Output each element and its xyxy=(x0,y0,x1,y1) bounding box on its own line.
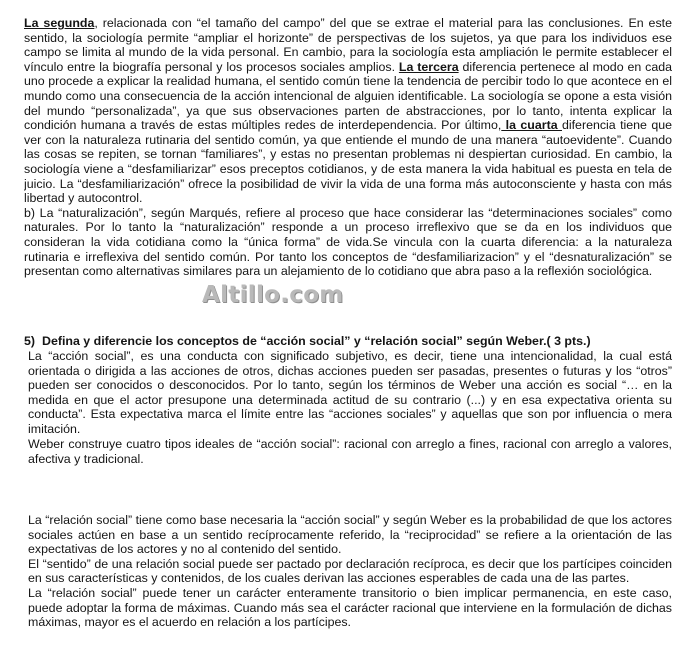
question-number: 5) xyxy=(24,334,36,348)
tipos-ideales-paragraph: Weber construye cuatro tipos ideales de “acción social”: racional con arreglo a fines, racional con arreglo a valores, afectiva y tradicional. xyxy=(28,437,672,466)
lead-segunda: La segunda xyxy=(24,16,95,30)
segunda-text: , relacionada con “el tamaño del campo” del que se extrae el material para las conclusiones. En este sentido, la sociología permite “ampliar el horizonte” de perspectivas de los sujetos, ya que para los individuos ese campo se limita al mundo de la vida personal. En cambio, para la sociología esta ampliación le permite establecer el vínculo entre la biografía personal y los procesos sociales amplios. xyxy=(24,16,672,74)
watermark-logo: Altillo.com xyxy=(202,282,344,308)
answer-4-block xyxy=(24,16,672,300)
answer-4a-paragraph xyxy=(24,16,672,206)
tercera-text: diferencia pertenece al modo en cada uno procede a explicar la realidad humana, el sentido común tiene la tendencia de percibir todo lo que acontece en el mundo como una consecuencia de la acción intencional de alguien identificable. La sociología se opone a esta visión del mundo “personalizada”, ya que sus observaciones parten de abstracciones, por lo tanto, intenta explicar la condición humana a través de estas múltiples redes de interdependencia. Por último, xyxy=(24,59,672,133)
accion-social-paragraph: La “acción social”, es una conducta con significado subjetivo, es decir, tiene una intencionalidad, la cual está orientada o dirigida a las acciones de otros, dichas acciones pueden ser pasadas, presentes o futuras y los “otros” pueden ser conocidos o desconocidos. Por lo tanto, según los términos de Weber una acción es social “… en la medida en que el actor presupone una determinada actitud de su contrario (...) y en esa expectativa orienta su conducta”. Esta expectativa marca el límite entre las “acciones sociales” y aquellas que son por influencia o mera imitación. xyxy=(28,349,672,436)
lead-tercera: La tercera xyxy=(398,59,459,74)
maximas-paragraph: La “relación social” puede tener un carácter enteramente transitorio o bien implicar permanencia, en este caso, puede adoptar la forma de máximas. Cuando más sea el carácter racional que interviene en la formulación de dichas máximas, mayor es el acuerdo en relación a los partícipes. xyxy=(28,585,672,630)
relacion-social-paragraph: La “relación social” tiene como base necesaria la “acción social” y según Weber es la probabilidad de que los actores sociales actúen en base a un sentido recíprocamente referido, la “reciprocidad” se refiere a la orientación de las expectativas de los actores y no al contenido del sentido. xyxy=(28,513,672,557)
sentido-paragraph: El “sentido” de una relación social puede ser pactado por declaración recíproca, es decir que los partícipes coinciden en sus características y contenidos, de los cuales derivan las acciones esperables de cada una de las partes. xyxy=(28,556,672,586)
cuarta-text: diferencia tiene que ver con la naturaleza rutinaria del sentido común, ya que entiende el mundo de una manera “autoevidente”. Cuando las cosas se repiten, se tornan “familiares”, y estas no presentan problemas ni despiertan curiosidad. En cambio, la sociología viene a “desfamiliarizar” esos preceptos cotidianos, y de esta manera la vida habitual es puesta en tela de juicio. La “desfamiliarización” ofrece la posibilidad de vivir la vida de una forma más autoconsciente y hasta con más libertad y autocontrol. xyxy=(24,118,672,206)
question-title: Defina y diferencie los conceptos de “acción social” y “relación social” según Weber.( 3 pts.) xyxy=(42,334,591,348)
relacion-social-block xyxy=(28,513,672,630)
lead-cuarta: la cuarta xyxy=(501,118,562,133)
question-5-heading xyxy=(24,334,672,349)
answer-4b-paragraph: b) La “naturalización”, según Marqués, refiere al proceso que hace considerar las “determinaciones sociales” como naturales. Por lo tanto la “naturalización” responde a un proceso irreflexivo que se da en los individuos que consideran la vida cotidiana como la “única forma” de vida.Se vincula con la cuarta diferencia: a la naturaleza rutinaria e irreflexiva del sentido común. Por tanto los conceptos de “desfamiliarizacion” y el “desnaturalización” se presentan como alternativas similares para un alejamiento de lo cotidiano que abra paso a la reflexión sociológica. xyxy=(24,205,672,279)
